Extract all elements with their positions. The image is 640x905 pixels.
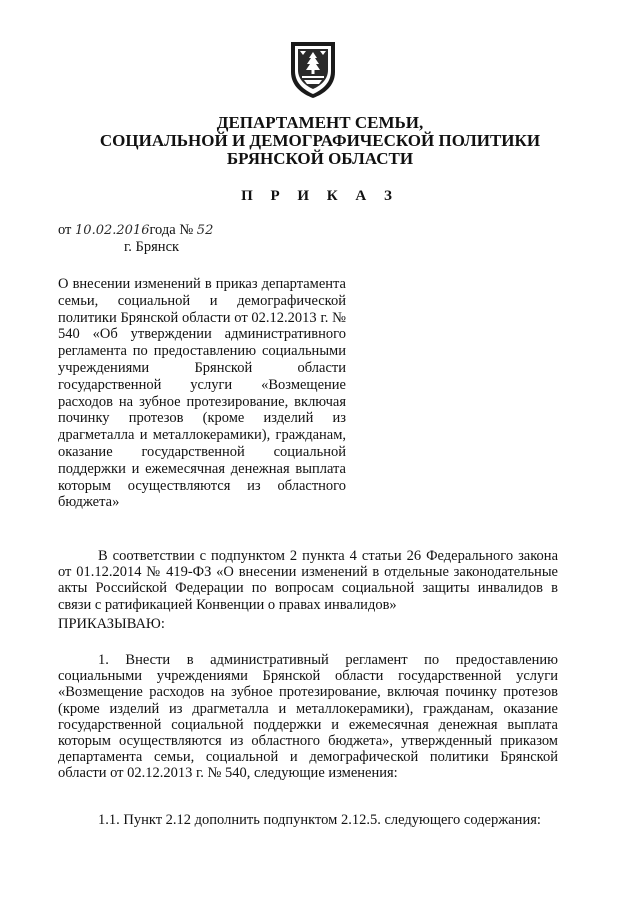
date-prefix: от (58, 222, 72, 238)
order-directive-word: ПРИКАЗЫВАЮ: (58, 616, 165, 632)
item-1-1-paragraph: 1.1. Пункт 2.12 дополнить подпунктом 2.12.5. следующего содержания: (98, 812, 541, 828)
order-city: г. Брянск (124, 239, 180, 255)
order-number-label: года № (149, 222, 194, 238)
preamble-paragraph: В соответствии с подпунктом 2 пункта 4 статьи 26 Федерального закона от 01.12.2014 № 419-ФЗ «О внесении изменений в отдельные законодательные акты Российской Федерации по вопросам социальной защиты инвалидов в связи с ратификацией Конвенции о правах инвалидов» (58, 548, 558, 613)
department-name-line3: БРЯНСКОЙ ОБЛАСТИ (226, 149, 414, 168)
item-1-paragraph: 1. Внести в административный регламент по предоставлению социальными учреждениями Брянской области государственной услуги «Возмещение расходов на зубное протезирование, включая починку протезов (кроме изделий из драгметалла и металлокерамики), гражданам, оказание государственной социальной поддержки и ежемесячная денежная выплата которым осуществляются из областного бюджета», утвержденный приказом департамента семьи, социальной и демографической политики Брянской области от 02.12.2013 г. № 540, следующие изменения: (58, 652, 558, 782)
order-title: П Р И К А З (241, 188, 399, 204)
order-subject: О внесении изменений в приказ департамента семьи, социальной и демографической политики Брянской области от 02.12.2013 г. № 540 «Об утверждении административного регламента по предоставлению социальными учреждениями Брянской области государственной услуги «Возмещение расходов на зубное протезирование, включая починку протезов (кроме изделий из драгметалла и металлокерамики), гражданам, оказание государственной социальной поддержки и ежемесячная денежная выплата которым осуществляются из областного бюджета» (58, 276, 346, 511)
department-name-line1: ДЕПАРТАМЕНТ СЕМЬИ, (216, 113, 424, 132)
handwritten-order-number: 52 (196, 223, 214, 238)
handwritten-date: 10.02.2016 (75, 223, 150, 238)
coat-of-arms-emblem (286, 38, 340, 100)
department-name-line2: СОЦИАЛЬНОЙ И ДЕМОГРАФИЧЕСКОЙ ПОЛИТИКИ (99, 131, 541, 150)
order-date-line (58, 222, 213, 239)
